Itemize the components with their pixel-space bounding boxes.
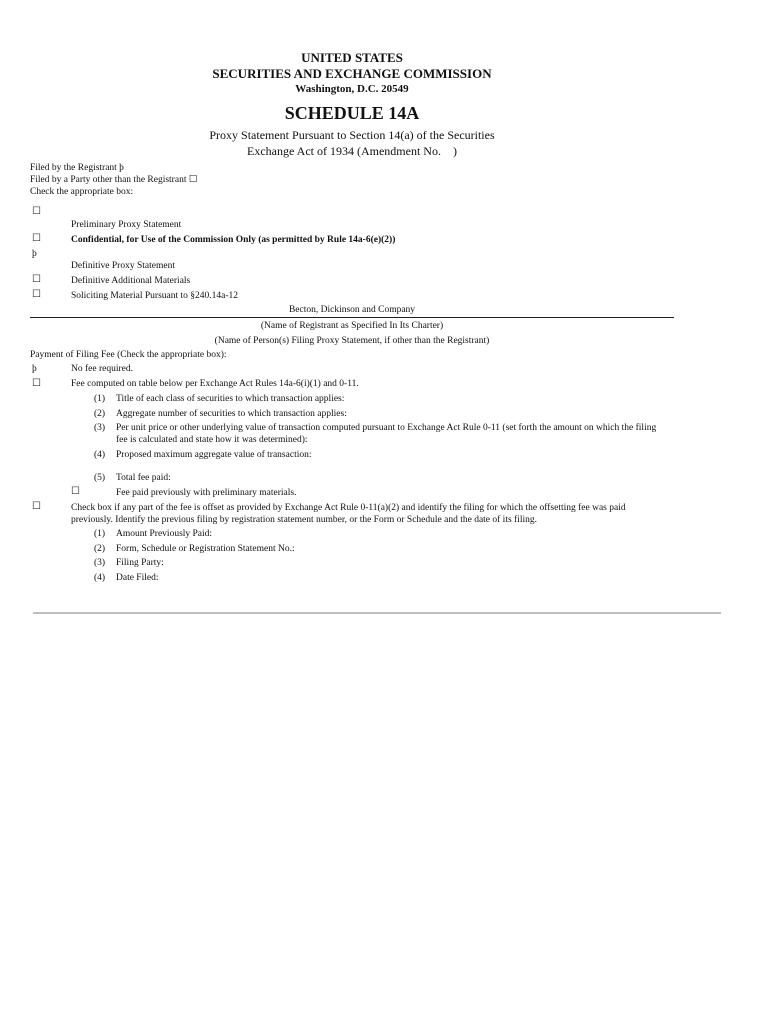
- fee-item-text: Per unit price or other underlying value of transaction computed pursuant to Exchange Act Rule 0-11 (set forth the amount on which the filing fee is calculated and state how it was determined):: [116, 423, 657, 445]
- checkbox-offset[interactable]: ☐: [32, 501, 41, 512]
- filing-person-caption: (Name of Person(s) Filing Proxy Statement, if other than the Registrant): [214, 336, 490, 346]
- registrant-rule: [30, 317, 674, 318]
- offset-label: Check box if any part of the fee is offset as provided by Exchange Act Rule 0-11(a)(2) and identify the filing for which the offsetting fee was paid previously. Identify the previous filing by registration statement number, or the Form or Schedule and the date of its filing.: [71, 503, 626, 525]
- option-additional-label: Definitive Additional Materials: [71, 276, 191, 286]
- fee-item-num: (4): [94, 450, 106, 460]
- schedule-title: SCHEDULE 14A: [284, 103, 420, 123]
- header-sec: SECURITIES AND EXCHANGE COMMISSION: [212, 66, 492, 81]
- option-soliciting-label: Soliciting Material Pursuant to §240.14a-12: [71, 291, 239, 301]
- fee-item-text: Total fee paid:: [116, 473, 171, 483]
- check-appropriate-box: Check the appropriate box:: [30, 187, 134, 197]
- checkbox-confidential[interactable]: ☐: [32, 233, 41, 244]
- checkbox-definitive[interactable]: þ: [32, 249, 37, 259]
- page-divider: [33, 612, 721, 614]
- fee-item-num: (5): [94, 473, 106, 483]
- checkbox-additional[interactable]: ☐: [32, 274, 41, 285]
- checkbox-preliminary[interactable]: ☐: [32, 206, 41, 217]
- option-preliminary-label: Preliminary Proxy Statement: [71, 220, 182, 230]
- checkbox-fee-computed[interactable]: ☐: [32, 378, 41, 389]
- offset-item-text: Filing Party:: [116, 558, 164, 568]
- checkbox-no-fee[interactable]: þ: [32, 364, 37, 374]
- header-united-states: UNITED STATES: [301, 50, 403, 65]
- option-definitive-label: Definitive Proxy Statement: [71, 261, 175, 271]
- offset-item-num: (3): [94, 558, 106, 568]
- offset-item-text: Form, Schedule or Registration Statement No.:: [116, 544, 295, 554]
- checkbox-fee-paid-previously[interactable]: ☐: [71, 486, 80, 497]
- fee-item-text: Aggregate number of securities to which transaction applies:: [116, 409, 347, 419]
- offset-item-text: Date Filed:: [116, 573, 159, 583]
- offset-item-num: (4): [94, 573, 106, 583]
- checkbox-soliciting[interactable]: ☐: [32, 289, 41, 300]
- offset-item-num: (1): [94, 529, 106, 539]
- fee-item-num: (1): [94, 394, 106, 404]
- fee-item-text: Proposed maximum aggregate value of transaction:: [116, 450, 312, 460]
- fee-item-num: (2): [94, 409, 106, 419]
- fee-item-num: (3): [94, 423, 106, 433]
- proxy-statement-line1: Proxy Statement Pursuant to Section 14(a) of the Securities: [209, 128, 495, 142]
- no-fee-label: No fee required.: [71, 364, 133, 374]
- fee-computed-label: Fee computed on table below per Exchange Act Rules 14a-6(i)(1) and 0-11.: [71, 379, 359, 389]
- proxy-statement-line2: Exchange Act of 1934 (Amendment No. ): [247, 144, 457, 158]
- fee-paid-previously-label: Fee paid previously with preliminary materials.: [116, 488, 297, 498]
- fee-item-text: Title of each class of securities to which transaction applies:: [116, 394, 345, 404]
- filed-by-other-party: Filed by a Party other than the Registrant ☐: [30, 175, 198, 185]
- registrant-name: Becton, Dickinson and Company: [288, 305, 416, 315]
- filed-by-registrant: Filed by the Registrant þ: [30, 163, 124, 173]
- registrant-caption: (Name of Registrant as Specified In Its Charter): [260, 321, 444, 331]
- offset-item-num: (2): [94, 544, 106, 554]
- header-washington: Washington, D.C. 20549: [295, 83, 409, 95]
- option-confidential-label: Confidential, for Use of the Commission Only (as permitted by Rule 14a-6(e)(2)): [71, 235, 396, 245]
- payment-heading: Payment of Filing Fee (Check the appropriate box):: [30, 350, 227, 360]
- offset-item-text: Amount Previously Paid:: [116, 529, 213, 539]
